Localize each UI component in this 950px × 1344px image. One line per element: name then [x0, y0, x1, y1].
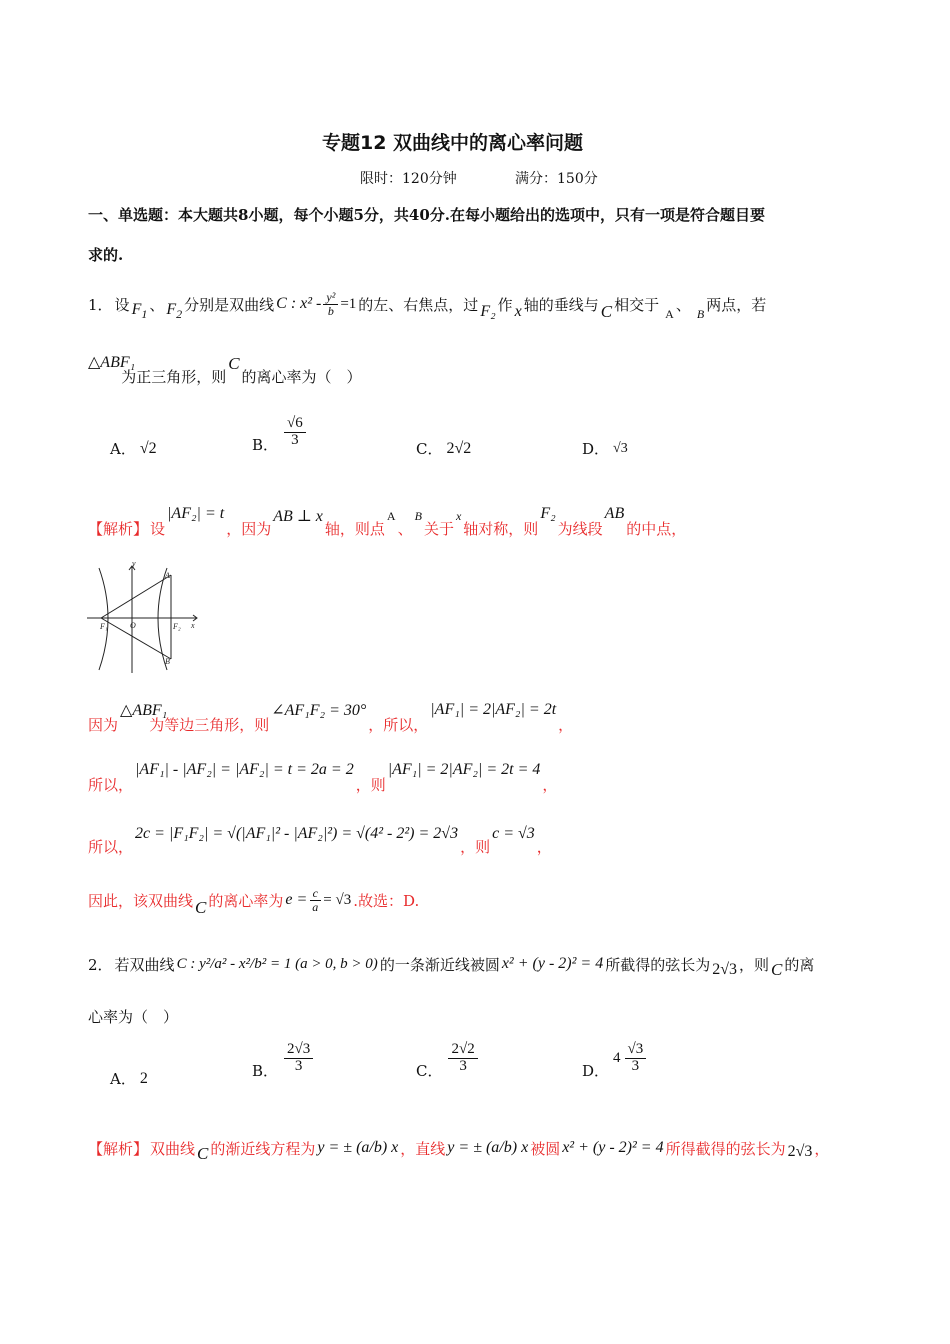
- text: 轴，则点: [324, 519, 385, 538]
- math: ∠AF₁F₂ = 30°: [271, 702, 367, 719]
- math: c = √3: [492, 825, 535, 842]
- fig-label-x: x: [191, 621, 195, 630]
- text: 的一条渐近线被圆: [379, 955, 500, 974]
- option-coef: 4: [613, 1049, 621, 1066]
- math: C: [195, 898, 207, 917]
- math: y = ± (a/b) x: [447, 1139, 529, 1156]
- text: ，: [536, 837, 552, 856]
- fig-label-f2: F₂: [173, 622, 181, 631]
- text: 双曲线: [150, 1139, 196, 1158]
- text: 所以，: [88, 775, 134, 794]
- math: y = ± (a/b) x: [317, 1139, 399, 1156]
- fig-label-f1: F₁: [100, 622, 108, 631]
- option-fraction: $\frac{2√3}{3}$: [284, 1042, 313, 1075]
- text: ，因为: [226, 519, 272, 538]
- q2-chord: 2√3: [712, 961, 737, 978]
- text: 关于: [423, 519, 454, 538]
- text: 轴对称，则: [463, 519, 539, 538]
- option-fraction: $\frac{√6}{3}$: [284, 416, 306, 449]
- time-limit: 限时：120分钟: [360, 171, 457, 187]
- option-label: C．: [416, 440, 443, 458]
- text: ，: [558, 715, 574, 734]
- q1-fraction: $\frac{\text{y²}}{b}$: [323, 291, 338, 317]
- q1-text: 相交于: [614, 295, 660, 314]
- math-fraction: $\frac{c}{a}$: [309, 887, 321, 913]
- math: |AF₁| = 2|AF₂| = 2t = 4: [387, 761, 541, 778]
- text: 的中点，: [626, 519, 687, 538]
- q1-text: 两点，若: [706, 295, 767, 314]
- text: 的渐近线方程为: [210, 1139, 316, 1158]
- q1-stem-line1: [88, 284, 766, 324]
- section-heading: 一、单选题：本大题共8小题，每个小题5分，共40分.在每小题给出的选项中，只有一项是符合题目要: [88, 206, 765, 224]
- q2-stem-line2: 心率为（ ）: [88, 1008, 179, 1026]
- q1-text: 轴的垂线与: [523, 295, 599, 314]
- option-label: C．: [416, 1061, 443, 1080]
- math: x: [455, 508, 462, 523]
- q1-text: 为正三角形，则: [121, 367, 227, 386]
- option-label: B．: [252, 435, 279, 454]
- q1-x: x: [514, 303, 522, 320]
- text: ，直线: [400, 1139, 446, 1158]
- q1-option-a[interactable]: [110, 438, 157, 459]
- option-label: A．: [110, 1070, 136, 1088]
- q1-sep2: 、: [675, 295, 691, 314]
- q1-a: A: [665, 306, 674, 321]
- q2-analysis-line1: [88, 1126, 829, 1170]
- q2-option-d[interactable]: [582, 1041, 646, 1080]
- text: ，: [542, 775, 558, 794]
- section-heading-cont: 求的.: [88, 246, 124, 264]
- page-title: 专题12 双曲线中的离心率问题: [322, 132, 584, 154]
- fig-label-a: A: [165, 571, 170, 580]
- math: e =: [285, 891, 308, 908]
- q1-analysis-line3: [88, 758, 557, 794]
- q1-b: B: [696, 306, 705, 321]
- text: 因此，该双曲线: [88, 891, 194, 910]
- option-value: √2: [139, 439, 157, 457]
- option-value: 2: [139, 1069, 148, 1087]
- text: 的离心率为: [208, 891, 284, 910]
- math: = √3: [323, 891, 352, 908]
- q1-f2: $F_2$: [166, 301, 183, 322]
- q1-sep: 、: [149, 295, 165, 314]
- text: 因为: [88, 715, 119, 734]
- text: 设: [150, 519, 166, 538]
- q1-text: 作: [497, 295, 513, 314]
- q2-option-b[interactable]: [252, 1041, 313, 1080]
- hyperbola-figure: [87, 560, 202, 675]
- q1-eq: =1: [340, 295, 357, 312]
- q2-circle: x² + (y - 2)² = 4: [501, 955, 604, 972]
- q1-analysis-line1: [88, 502, 686, 538]
- text: 所截得的弦长为: [605, 955, 711, 974]
- option-value: √3: [613, 440, 628, 456]
- option-fraction: $\frac{√3}{3}$: [625, 1042, 647, 1075]
- math: |AF₁| - |AF₂| = |AF₂| = t = 2a = 2: [135, 761, 354, 778]
- text: 被圆: [530, 1139, 561, 1158]
- text: ，则: [739, 955, 770, 974]
- q2-formula: C : y²/a² - x²/b² = 1 (a > 0, b > 0): [176, 955, 378, 972]
- option-label: D．: [582, 1061, 610, 1080]
- text: 的离: [784, 955, 815, 974]
- q1-analysis-line4: [88, 820, 552, 856]
- math: 2c = |F₁F₂| = √(|AF₁|² - |AF₂|²) = √(4² - 2²) = 2√3: [135, 825, 459, 842]
- q1-triangle: △ABF₁: [88, 354, 136, 371]
- q2-option-a[interactable]: [110, 1068, 148, 1089]
- q1-analysis-line5: [88, 878, 419, 922]
- math: B: [414, 508, 422, 523]
- q1-text: 的离心率为（ ）: [241, 367, 362, 386]
- math: |AF₂| = t: [167, 505, 225, 522]
- text: 所以，: [88, 837, 134, 856]
- option-label: D．: [582, 440, 610, 458]
- text: ，所以，: [368, 715, 429, 734]
- option-value: 2√2: [446, 439, 472, 457]
- q2-number: 2．: [88, 955, 113, 974]
- text: 为等边三角形，则: [149, 715, 270, 734]
- option-label: A．: [110, 440, 136, 458]
- option-label: B．: [252, 1061, 279, 1080]
- text: 、: [397, 519, 413, 538]
- q1-stem-line2: [88, 352, 362, 388]
- text: ，则: [355, 775, 386, 794]
- analysis-tag: 【解析】: [88, 519, 149, 538]
- q1-analysis-line2: [88, 698, 573, 734]
- math: AB: [604, 505, 625, 522]
- text: 所得截得的弦长为: [665, 1139, 786, 1158]
- full-score: 满分：150分: [515, 171, 598, 187]
- math: 2√3: [787, 1143, 813, 1160]
- math: △ABF₁: [120, 702, 168, 719]
- fig-label-o: O: [130, 621, 136, 630]
- math: x² + (y - 2)² = 4: [562, 1139, 664, 1156]
- math: C: [197, 1144, 209, 1163]
- math: A: [386, 508, 396, 523]
- q1-option-b[interactable]: [252, 415, 306, 454]
- q1-text: 的左、右焦点，过: [358, 295, 479, 314]
- q2-option-c[interactable]: [416, 1041, 478, 1080]
- analysis-tag: 【解析】: [88, 1139, 149, 1158]
- text: ，: [814, 1139, 830, 1158]
- math: AB ⊥ x: [273, 508, 323, 525]
- q1-c: C: [600, 302, 613, 321]
- q2-c: C: [771, 960, 783, 979]
- text: 为线段: [557, 519, 603, 538]
- q2-stem-line1: [88, 942, 814, 986]
- q1-number: 1．: [88, 295, 113, 314]
- q1-text: 分别是双曲线: [184, 295, 275, 314]
- q1-f2b: F₂: [480, 303, 496, 320]
- q1-f1: $F_1$: [131, 301, 148, 322]
- q1-c2: C: [228, 354, 240, 373]
- text: .故选：D.: [353, 891, 420, 910]
- option-fraction: $\frac{2√2}{3}$: [448, 1042, 477, 1075]
- q1-text: 设: [114, 295, 130, 314]
- fig-label-b: B: [165, 657, 170, 666]
- q1-option-d[interactable]: [582, 438, 628, 459]
- fig-label-y: y: [132, 560, 136, 568]
- math: F₂: [540, 505, 556, 522]
- q1-option-c[interactable]: [416, 438, 471, 459]
- q1-formula-c: C : x² -: [276, 295, 322, 312]
- text: ，则: [460, 837, 491, 856]
- math: |AF₁| = 2|AF₂| = 2t: [430, 701, 557, 718]
- text: 若双曲线: [114, 955, 175, 974]
